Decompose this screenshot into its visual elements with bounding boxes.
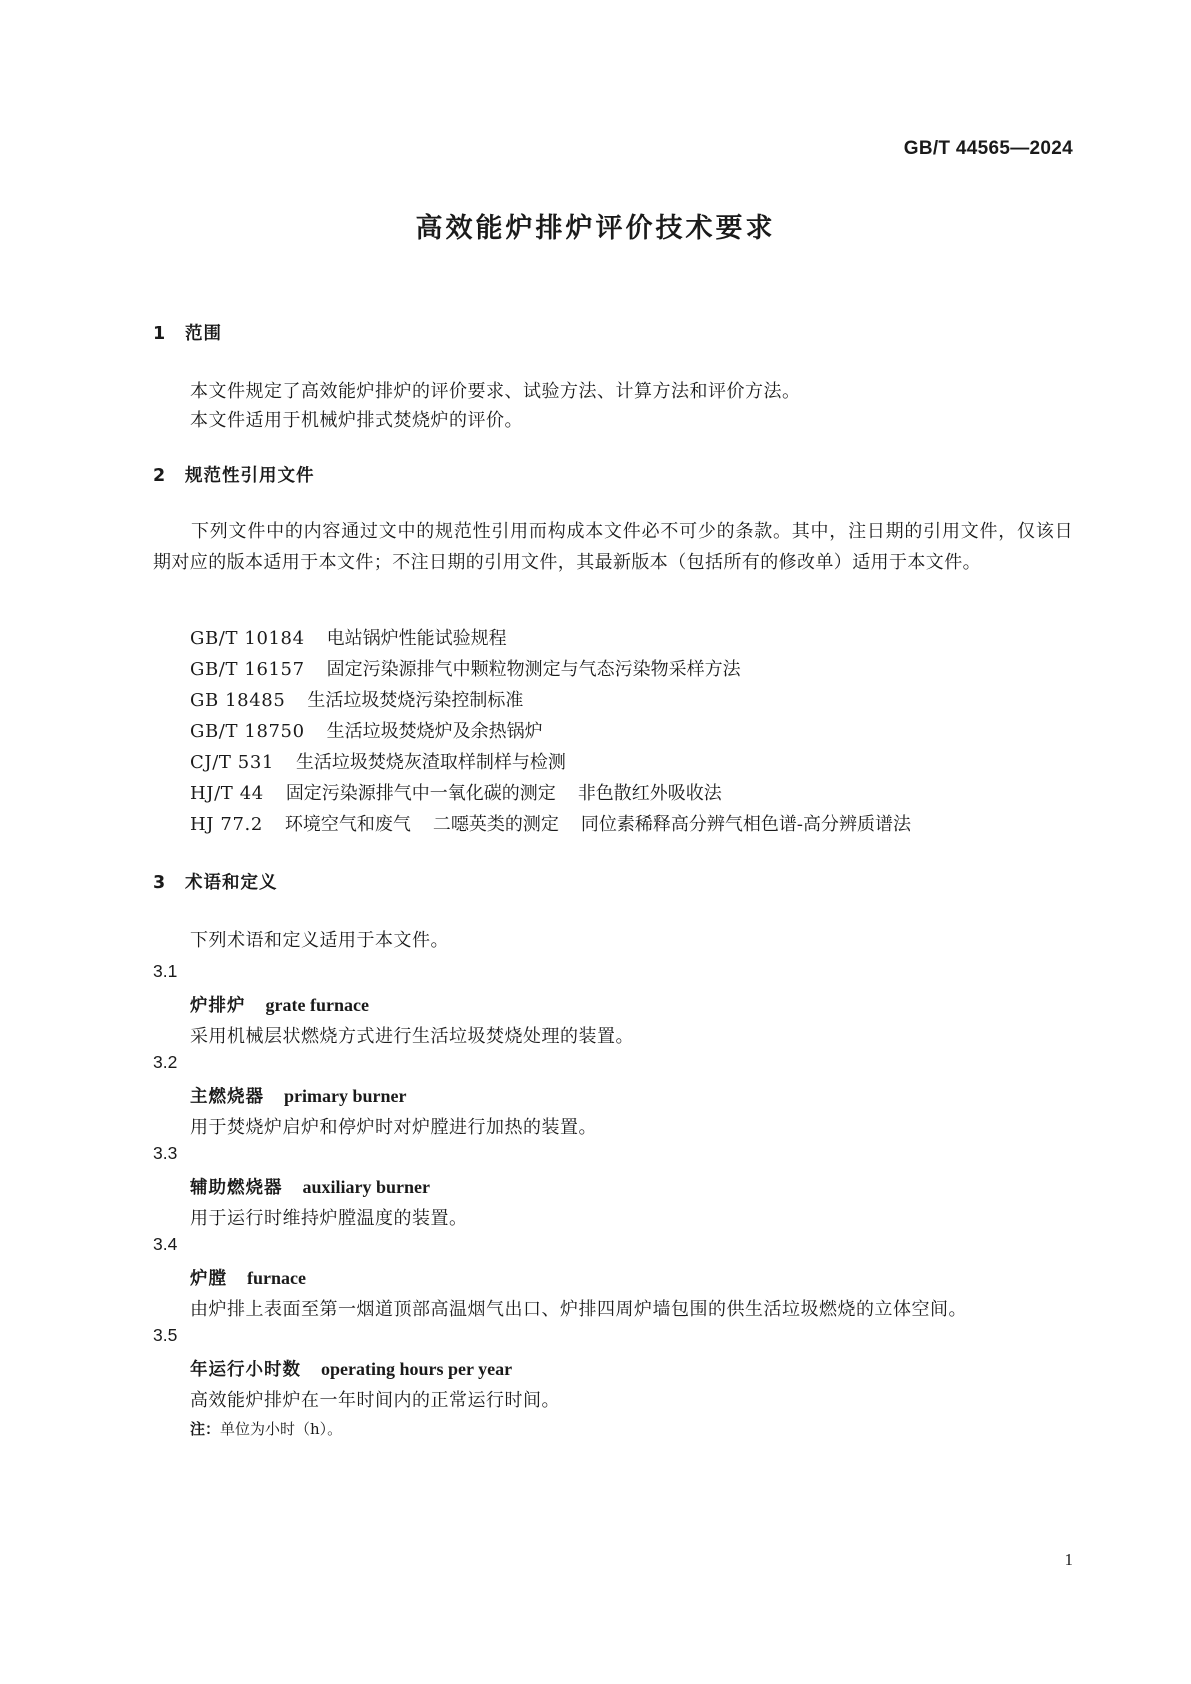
document-title: 高效能炉排炉评价技术要求 <box>415 213 776 244</box>
term-zh: 炉膛 <box>190 1269 227 1289</box>
reference-code: CJ/T 531 <box>190 752 274 773</box>
reference-code: GB 18485 <box>190 690 286 711</box>
section-number: 3 <box>153 873 167 893</box>
term-en: primary burner <box>284 1086 407 1106</box>
term-zh: 主燃烧器 <box>190 1087 264 1107</box>
reference-item <box>190 778 911 809</box>
section-title: 术语和定义 <box>185 873 278 893</box>
reference-code: HJ 77.2 <box>190 814 263 835</box>
term-zh: 炉排炉 <box>190 996 246 1016</box>
term-en: furnace <box>247 1268 306 1288</box>
reference-code: GB/T 16157 <box>190 659 305 680</box>
page-number: 1 <box>1064 1550 1073 1569</box>
term-definition: 由炉排上表面至第一烟道顶部高温烟气出口、炉排四周炉墙包围的供生活垃圾燃烧的立体空间。 <box>190 1299 967 1320</box>
references-intro: 下列文件中的内容通过文中的规范性引用而构成本文件必不可少的条款。其中，注日期的引用文件，仅该日期对应的版本适用于本文件；不注日期的引用文件，其最新版本（包括所有的修改单）适用于本文件。 <box>153 521 1073 573</box>
term-zh: 辅助燃烧器 <box>190 1178 283 1198</box>
paragraph: 本文件规定了高效能炉排炉的评价要求、试验方法、计算方法和评价方法。 <box>190 381 801 402</box>
term-heading <box>190 1083 406 1108</box>
reference-title: 固定污染源排气中一氧化碳的测定 <box>285 783 556 804</box>
term-number: 3.5 <box>153 1325 178 1345</box>
terms-intro: 下列术语和定义适用于本文件。 <box>190 930 449 951</box>
term-en: operating hours per year <box>321 1359 513 1379</box>
section-heading-terms <box>153 869 278 894</box>
section-title: 规范性引用文件 <box>185 466 315 486</box>
term-definition: 高效能炉排炉在一年时间内的正常运行时间。 <box>190 1390 560 1411</box>
term-heading <box>190 1356 512 1381</box>
section-heading-normative-references <box>153 462 315 487</box>
reference-subtitle: 同位素稀释高分辨气相色谱-高分辨质谱法 <box>580 814 912 835</box>
term-definition: 用于运行时维持炉膛温度的装置。 <box>190 1208 468 1229</box>
reference-code: GB/T 18750 <box>190 721 305 742</box>
reference-title: 电站锅炉性能试验规程 <box>326 628 507 649</box>
term-note <box>190 1418 342 1439</box>
reference-item <box>190 685 911 716</box>
section-title: 范围 <box>185 324 222 344</box>
reference-item <box>190 623 911 654</box>
section-number: 1 <box>153 324 167 344</box>
term-en: grate furnace <box>265 995 369 1015</box>
term-en: auxiliary burner <box>302 1177 431 1197</box>
term-heading <box>190 992 369 1017</box>
term-definition: 采用机械层状燃烧方式进行生活垃圾焚烧处理的装置。 <box>190 1026 634 1047</box>
term-heading <box>190 1174 430 1199</box>
note-label: 注： <box>190 1420 221 1438</box>
reference-item <box>190 809 911 840</box>
reference-item <box>190 654 911 685</box>
reference-subtitle: 非色散红外吸收法 <box>577 783 722 804</box>
term-number: 3.3 <box>153 1143 178 1163</box>
standard-code: GB/T 44565—2024 <box>903 138 1073 159</box>
reference-title: 生活垃圾焚烧灰渣取样制样与检测 <box>295 752 566 773</box>
term-zh: 年运行小时数 <box>190 1360 301 1380</box>
paragraph: 本文件适用于机械炉排式焚烧炉的评价。 <box>190 410 523 431</box>
term-heading <box>190 1265 306 1290</box>
term-number: 3.2 <box>153 1052 178 1072</box>
reference-title: 生活垃圾焚烧炉及余热锅炉 <box>326 721 543 742</box>
reference-title: 环境空气和废气 <box>284 814 411 835</box>
section-heading-scope <box>153 320 222 345</box>
term-definition: 用于焚烧炉启炉和停炉时对炉膛进行加热的装置。 <box>190 1117 597 1138</box>
reference-item <box>190 747 911 778</box>
section-number: 2 <box>153 466 167 486</box>
reference-subtitle: 二噁英类的测定 <box>432 814 559 835</box>
term-number: 3.1 <box>153 961 178 981</box>
reference-title: 固定污染源排气中颗粒物测定与气态污染物采样方法 <box>326 659 741 680</box>
reference-code: GB/T 10184 <box>190 628 305 649</box>
reference-list <box>190 623 911 840</box>
reference-item <box>190 716 911 747</box>
note-text: 单位为小时（h）。 <box>220 1420 343 1438</box>
term-number: 3.4 <box>153 1234 178 1254</box>
reference-code: HJ/T 44 <box>190 783 264 804</box>
reference-title: 生活垃圾焚烧污染控制标准 <box>307 690 524 711</box>
